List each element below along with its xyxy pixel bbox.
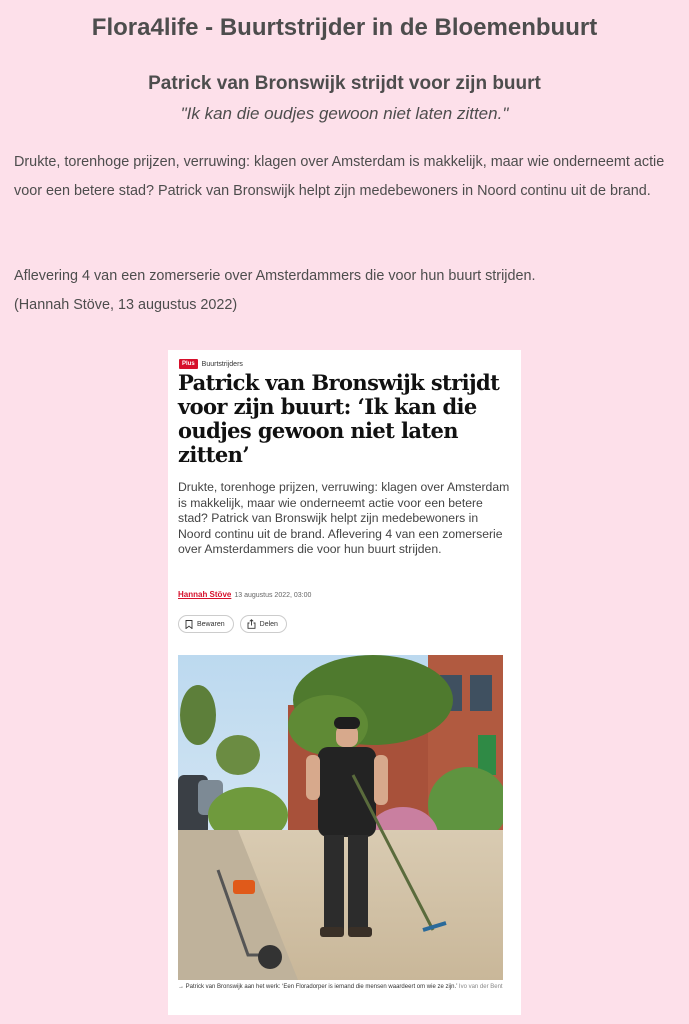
byline bbox=[178, 590, 311, 599]
article-headline[interactable]: Patrick van Bronswijk strijdt voor zijn buurt: ‘Ik kan die oudjes gewoon niet laten zitten’ bbox=[178, 370, 500, 467]
save-label: Bewaren bbox=[197, 620, 225, 628]
pull-quote: "Ik kan die oudjes gewoon niet laten zitten." bbox=[180, 104, 509, 123]
share-icon bbox=[247, 619, 256, 629]
plus-badge: Plus bbox=[179, 359, 198, 369]
page-title: Flora4life - Buurtstrijder in de Bloemenbuurt bbox=[91, 14, 598, 41]
photo-caption bbox=[178, 983, 508, 992]
section-label[interactable]: Buurtstrijders bbox=[201, 360, 243, 368]
article-photo bbox=[178, 655, 503, 980]
photo-credit: Ivo van der Bent bbox=[458, 984, 503, 990]
gardener-photo bbox=[178, 655, 503, 980]
article-card[interactable] bbox=[168, 350, 521, 1015]
share-label: Delen bbox=[259, 620, 278, 628]
share-button[interactable] bbox=[240, 615, 287, 633]
page-subtitle: Patrick van Bronswijk strijdt voor zijn buurt bbox=[148, 73, 541, 94]
intro-paragraph: Drukte, torenhoge prijzen, verruwing: klagen over Amsterdam is makkelijk, maar wie onderneemt actie voor een betere stad? Patrick van Bronswijk helpt zijn medebewoners in Noord continu uit de brand. bbox=[14, 154, 665, 199]
article-tag bbox=[179, 358, 243, 370]
article-lede: Drukte, torenhoge prijzen, verruwing: klagen over Amsterdam is makkelijk, maar wie onderneemt actie voor een betere stad? Patrick van Bronswijk helpt zijn medebewoners in Noord continu uit de brand. Aflevering 4 van een zomerserie over Amsterdammers die voor hun buurt strijden. bbox=[178, 480, 510, 556]
episode-text: Aflevering 4 van een zomerserie over Amsterdammers die voor hun buurt strijden. bbox=[14, 268, 536, 284]
article-actions bbox=[178, 615, 287, 633]
source-credit: (Hannah Stöve, 13 augustus 2022) bbox=[14, 297, 238, 313]
author-link[interactable]: Hannah Stöve bbox=[178, 590, 232, 599]
episode-paragraph bbox=[14, 262, 680, 320]
save-button[interactable] bbox=[178, 615, 234, 633]
bookmark-icon bbox=[185, 620, 193, 629]
publish-date: 13 augustus 2022, 03:00 bbox=[234, 592, 312, 599]
caption-text: → Patrick van Bronswijk aan het werk: ‘Een Floradorper is iemand die mensen waardeert om wie ze zijn.’ bbox=[178, 984, 458, 990]
